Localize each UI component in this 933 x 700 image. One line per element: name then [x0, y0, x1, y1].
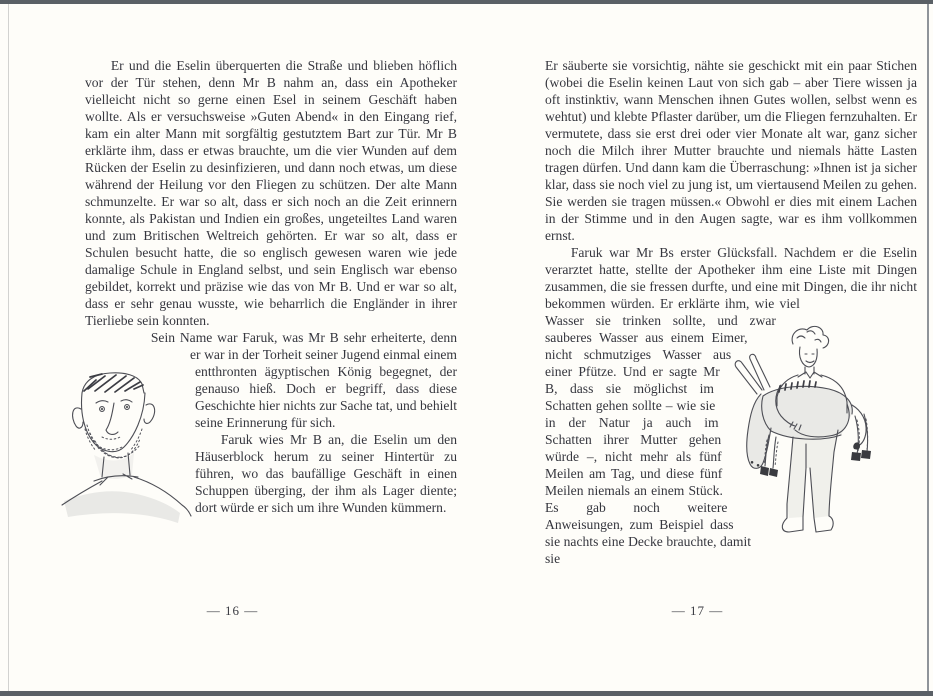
- page-number-16: — 16 —: [206, 603, 259, 618]
- scan-bottom-border: [0, 691, 933, 696]
- right-page-text-column: [545, 57, 917, 567]
- page-number-17: — 17 —: [671, 603, 724, 618]
- man-portrait-sketch-icon: [60, 329, 195, 529]
- right-page-edge-line: [927, 4, 929, 691]
- paragraph: Faruk war Mr Bs erster Glücksfall. Nachdem er die Eselin verarztet hatte, stellte der Apotheker ihm eine Liste mit Dingen zusammen, die sie fressen durfte, und eine mit Dingen, die ihr nicht bekommen würden. Er erklärte ihm, wie viel Wasser sie trinken sollte, und zwar sauberes Wasser aus einem Eimer, nicht schmutziges Wasser aus einer Pfütze. Und er sagte Mr B, dass sie möglichst im Schatten gehen sollte – wie sie in der Natur ja auch im Schatten ihrer Mutter gehen würde –, nicht mehr als fünf Meilen am Tag, und diese fünf Meilen niemals an einem Stück. Es gab noch weitere Anweisungen, zum Beispiel dass sie nachts eine Decke brauchte, damit sie: [545, 245, 917, 566]
- donkey-carry-illustration: [705, 244, 917, 544]
- paragraph: Er und die Eselin überquerten die Straße und blieben höflich vor der Tür stehen, denn Mr B nahm an, dass ein Apotheker vielleicht nicht so gerne einen Esel in seinem Geschäft haben wollte. Als er versuchsweise »Guten Abend« in den Eingang rief, kam ein alter Mann mit sorgfältig gestutztem Bart zur Tür. Mr B erklärte ihm, dass er etwas brauchte, um die vier Wunden auf dem Rücken der Eselin zu desinfizieren, und dann noch etwas, um diese während der Heilung vor den Fliegen zu schützen. Der alte Mann schmunzelte. Er war so alt, dass er sich noch an die Zeit erinnern konnte, als Pakistan und Indien ein großes, ungeteiltes Land waren und zum Britischen Weltreich gehörten. Er war so alt, dass er Schulen besucht hatte, die so englisch gewesen waren wie jede damalige Schule in England selbst, und sein Englisch war ebenso gebildet, korrekt und präzise wie das von Mr B. Und er war so alt, dass er sehr genau wusste, wie beharrlich die Engländer in ihrer Tierliebe sein konnten.: [85, 58, 457, 328]
- left-page-text-column: [85, 57, 457, 529]
- paragraph: Faruk wies Mr B an, die Eselin um den Häuserblock herum zu seiner Hintertür zu führen, wo das baufällige Geschäft in einen Schuppen überging, der ihm als Lager diente; dort würde er sich um ihre Wunden kümmern.: [195, 432, 457, 515]
- left-page-edge-line: [8, 4, 9, 691]
- paragraph: Sein Name war Faruk, was Mr B sehr erheiterte, denn er war in der Torheit seiner Jugend einmal einem entthronten ägyptischen König begegnet, der genauso hieß. Doch er begriff, dass diese Geschichte hier nichts zur Sache tat, und behielt seine Erinnerung für sich.: [150, 330, 457, 430]
- scan-top-border: [0, 0, 933, 4]
- person-carrying-donkey-sketch-icon: [705, 244, 917, 544]
- paragraph: Er säuberte sie vorsichtig, nähte sie geschickt mit ein paar Stichen (wobei die Eselin keinen Laut von sich gab – aber Tiere wissen ja oft instinktiv, wann Menschen ihnen Gutes wollen, selbst wenn es wehtut) und klebte Pflaster darüber, um die Fliegen fernzuhalten. Er vermutete, dass sie erst drei oder vier Monate alt war, ganz sicher noch die Milch ihrer Mutter brauchte und niemals hätte Lasten tragen dürfen. Und dann kam die Überraschung: »Ihnen ist ja sicher klar, dass sie noch viel zu jung ist, um viertausend Meilen zu gehen. Sie werden sie tragen müssen.« Obwohl er dies mit einem Lachen in der Stimme und in den Augen sagte, war es ihm vollkommen ernst.: [545, 58, 917, 243]
- man-portrait-illustration: [60, 329, 195, 529]
